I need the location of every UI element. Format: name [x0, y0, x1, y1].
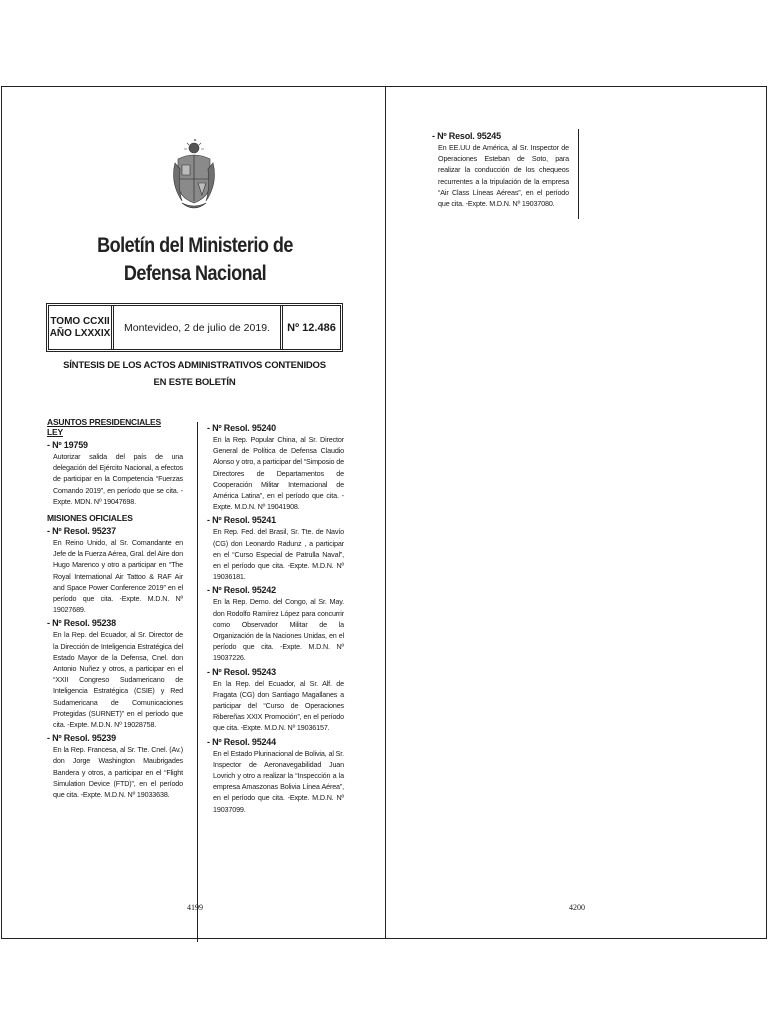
summary-line-1: SÍNTESIS DE LOS ACTOS ADMINISTRATIVOS CONTENIDOS [63, 360, 326, 371]
section-subheading: LEY [47, 427, 63, 437]
resolution-heading: - Nº Resol. 95245 [432, 131, 501, 141]
coat-of-arms-icon [172, 139, 216, 215]
title-line-1: Boletín del Ministerio de [97, 234, 293, 257]
resolution-heading: - Nº Resol. 95242 [207, 585, 276, 596]
title-line-2: Defensa Nacional [123, 262, 267, 285]
resolution-heading: - Nº Resol. 95243 [207, 666, 276, 677]
law-body: Autorizar salida del país de una delegación del Ejército Nacional, a efectos de participar en la Competencia “Fuerzas Comando 2019”, en período que se cita. -Expte. MDN. Nº 19047698. [53, 452, 183, 506]
right-column [432, 128, 569, 211]
resolution-body: En Reino Unido, al Sr. Comandante en Jefe de la Fuerza Aérea, Gral. del Aire don Hugo Marenco y otro a participar en “The Royal International Air Tattoo & RAF Air and Space Power Conference 2019” en el período que cita. -Expte. M.D.N. Nº 19027689. [53, 538, 183, 615]
resolution-heading: - Nº Resol. 95241 [207, 515, 276, 526]
page-divider [385, 87, 386, 938]
resolution-body: En la Rep. Demo. del Congo, al Sr. May. don Rodolfo Ramírez López para concurrir como Observador Militar de la Organización de la Naciones Unidas, en el período que cita. -Expte. M.D.N. Nº 19037226. [213, 597, 344, 663]
section-heading: MISIONES OFICIALES [47, 513, 133, 524]
page-number-right: 4200 [569, 903, 585, 912]
tomo-cell [49, 306, 114, 349]
summary-line-2: EN ESTE BOLETÍN [153, 377, 236, 388]
resolution-heading: - Nº Resol. 95244 [207, 736, 276, 747]
document-spread [1, 86, 767, 939]
resolution-body: En el Estado Plurinacional de Bolivia, al Sr. Inspector de Aeronavegabilidad Juan Lovrich y otro a realizar la “Inspección a la empresa Amaszonas Bolivia Línea Aérea”, en el período que cita. -Expte. M.D.N. Nº 19037099. [213, 748, 344, 814]
left-column [47, 417, 183, 802]
summary-heading [46, 357, 343, 391]
issue-info-box [46, 303, 343, 352]
issue-number: Nº 12.486 [287, 321, 336, 334]
law-heading: - Nº 19759 [47, 440, 88, 450]
resolution-body: En EE.UU de América, al Sr. Inspector de Operaciones Esteban de Soto, para realizar la conducción de los chequeos recurrentes a la tripulación de la empresa “Air Class Líneas Aéreas”, en el período que cita. -Expte. M.D.N. Nº 19037080. [438, 143, 569, 209]
anio-label: AÑO LXXXIX [49, 327, 111, 339]
column-rule [578, 129, 579, 219]
resolution-heading: - Nº Resol. 95240 [207, 423, 276, 433]
resolution-body: En la Rep. del Ecuador, al Sr. Director de la Dirección de Inteligencia Estratégica del Estado Mayor de la Defensa, Cnel. don Antonio Nuñez y otros, a participar en el “XXII Congreso Sudamericano de Inteligencia Estratégica (CSIE) y Red Sudamericana de Comunicaciones Protegidas (SURNET)” en el período que cita. -Expte. M.D.N. Nº 19028758. [53, 630, 183, 730]
issue-date: Montevideo, 2 de julio de 2019. [114, 306, 283, 349]
resolution-heading: - Nº Resol. 95239 [47, 733, 116, 744]
bulletin-title [63, 232, 326, 288]
tomo-label: TOMO CCXII [50, 315, 110, 327]
resolution-heading: - Nº Resol. 95237 [47, 526, 116, 537]
middle-column [207, 420, 344, 817]
section-heading: ASUNTOS PRESIDENCIALES [47, 417, 161, 427]
column-rule [197, 422, 198, 942]
resolution-heading: - Nº Resol. 95238 [47, 618, 116, 629]
page-number-left: 4199 [187, 903, 203, 912]
resolution-body: En la Rep. Popular China, al Sr. Director General de Política de Defensa Claudio Alonso y otro, a participar del “Simposio de Directores de Departamentos de Cooperación Militar Internacional de América Latina”, en el período que cita. -Expte. M.D.N. Nº 19041908. [213, 435, 344, 512]
resolution-body: En Rep. Fed. del Brasil, Sr. Tte. de Navío (CG) don Leonardo Radunz , a participar en el “Curso Especial de Patrulla Naval”, en el período que cita. -Expte. M.D.N. Nº 19036181. [213, 527, 344, 582]
resolution-body: En la Rep. Francesa, al Sr. Tte. Cnel. (Av.) don Jorge Washington Maubrigades Bandera y otros, a participar en el “Flight Simulation Device (FTD)”, en el período que cita. -Expte. M.D.N. Nº 19033638. [53, 745, 183, 800]
resolution-body: En la Rep. del Ecuador, al Sr. Alf. de Fragata (CG) don Santiago Magallanes a participar del “Curso de Operaciones Ribereñas XXIX Promoción”, en el período que cita. -Expte. M.D.N. Nº 19036157. [213, 678, 344, 733]
